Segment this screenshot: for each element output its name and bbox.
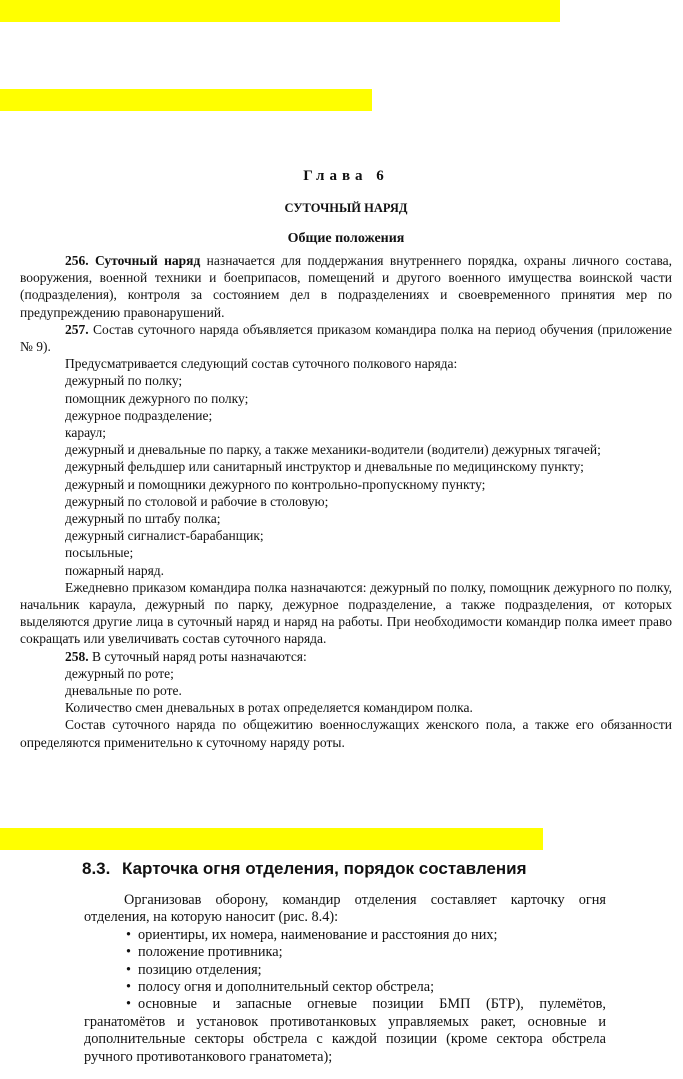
subsection-title: Общие положения	[287, 231, 405, 246]
list-item: дежурный по штабу полка;	[65, 511, 221, 527]
bullet-item: • основные и запасные огневые позиции БМП (БТР), пулемётов, гранатомётов и установок противотанковых управляемых ракет, основные и дополнительные секторы обстрела с каждой позиции (кроме сектора обстрела ручного противотанкового гранатомета);	[84, 996, 606, 1066]
paragraph-shifts: Количество смен дневальных в ротах определяется командиром полка.	[65, 700, 473, 716]
bullet-item: • положение противника;	[126, 944, 606, 961]
term-bold: Суточный наряд	[95, 253, 201, 268]
bullet-item: • позицию отделения;	[126, 962, 606, 979]
list-item: дежурный и дневальные по парку, а также механики-водители (водители) дежурных тягачей;	[65, 442, 601, 458]
paragraph-text: Состав суточного наряда объявляется приказом командира полка на период обучения (приложение № 9).	[20, 321, 672, 355]
highlight-bar-second	[0, 89, 372, 111]
list-item: дежурный по роте;	[65, 665, 174, 681]
bullet-item: • полосу огня и дополнительный сектор обстрела;	[126, 979, 606, 996]
paragraph-women-dormitory: Состав суточного наряда по общежитию военнослужащих женского пола, а также его обязанности определяются применительно к суточному наряду роты.	[20, 717, 672, 750]
paragraph-258	[20, 648, 672, 665]
list-item: посыльные;	[65, 545, 134, 561]
list-item: дежурный сигналист-барабанщик;	[65, 528, 264, 544]
section-title: СУТОЧНЫЙ НАРЯД	[284, 201, 408, 215]
paragraph-number: 258.	[65, 648, 89, 664]
list-item: дежурный по полку;	[65, 373, 183, 389]
document-page-section-8-3	[84, 858, 606, 1066]
list-item: пожарный наряд.	[65, 562, 165, 578]
chapter-title: Глава 6	[303, 168, 389, 184]
list-item: дежурный и помощники дежурного по контрольно-пропускному пункту;	[65, 476, 486, 492]
highlight-bar-middle	[0, 828, 543, 850]
highlight-bar-top	[0, 0, 560, 22]
document-page-chapter-6	[20, 166, 672, 751]
list-item: караул;	[65, 425, 107, 441]
paragraph-daily-orders: Ежедневно приказом командира полка назначаются: дежурный по полку, помощник дежурного по полку, начальник караула, дежурный по парку, дежурное подразделение, а также подразделения, от которых выделяются другие лица в суточный наряд и наряд на работы. При необходимости командир полка имеет право сокращать или увеличивать состав суточного наряда.	[20, 579, 672, 647]
paragraph-text: В суточный наряд роты назначаются:	[92, 648, 307, 664]
section-heading-text: Карточка огня отделения, порядок составления	[122, 859, 527, 878]
section-number: 8.3.	[82, 859, 111, 878]
paragraph-257	[20, 321, 672, 355]
paragraph-text: назначается для поддержания внутреннего порядка, охраны личного состава, вооружения, военной техники и боеприпасов, помещений и другого военного имущества воинской части (подразделения), контроля за состоянием дел в подразделениях и своевременного принятия мер по предупреждению правонарушений.	[20, 253, 673, 320]
list-item: помощник дежурного по полку;	[65, 390, 249, 406]
bullet-item: • ориентиры, их номера, наименование и расстояния до них;	[126, 927, 606, 944]
list-item: дежурное подразделение;	[65, 407, 213, 423]
list-intro: Предусматривается следующий состав суточного полкового наряда:	[65, 356, 458, 372]
list-item: дежурный фельдшер или санитарный инструктор и дневальные по медицинскому пункту;	[65, 459, 584, 475]
list-item: дневальные по роте.	[65, 683, 182, 699]
paragraph-number: 257.	[65, 321, 89, 337]
paragraph-256	[20, 252, 672, 321]
list-item: дежурный по столовой и рабочие в столовую;	[65, 493, 329, 509]
section-intro: Организовав оборону, командир отделения составляет карточку огня отделения, на которую наносит (рис. 8.4):	[84, 892, 606, 926]
paragraph-number: 256.	[65, 253, 89, 268]
section-heading	[82, 858, 606, 880]
